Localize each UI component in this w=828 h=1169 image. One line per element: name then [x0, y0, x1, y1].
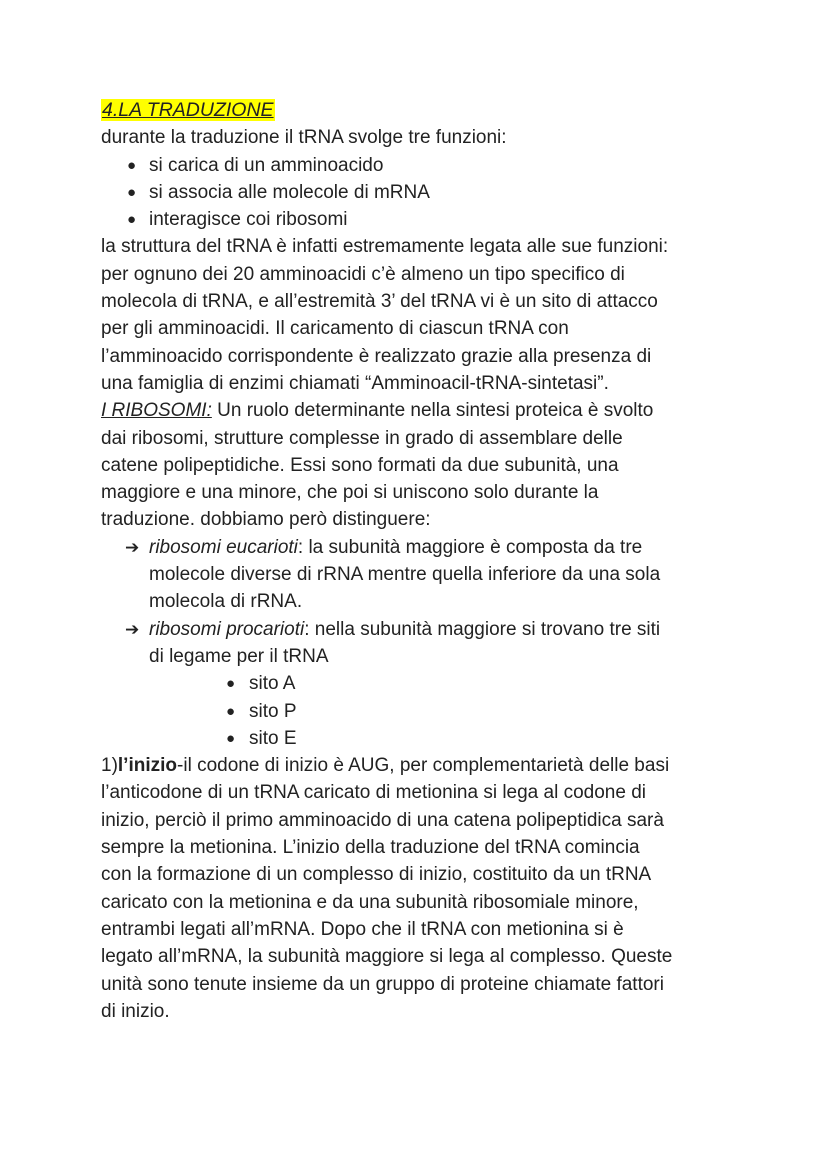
- prokaryotic-label: ribosomi procarioti: [149, 618, 305, 640]
- bullet-icon: ●: [226, 729, 236, 747]
- initiation-label: l’inizio: [117, 755, 178, 777]
- paragraph-line: [101, 752, 741, 779]
- ribosomes-heading: I RIBOSOMI:: [101, 400, 212, 422]
- paragraph-line: traduzione. dobbiamo però distinguere:: [101, 509, 431, 531]
- document-page: [101, 97, 741, 1025]
- list-item-text: si associa alle molecole di mRNA: [149, 181, 430, 203]
- paragraph-line: catene polipeptidiche. Essi sono formati da due subunità, una: [101, 454, 619, 476]
- title-line: [101, 97, 741, 124]
- paragraph-line: [149, 534, 741, 561]
- paragraph-text: -il codone di inizio è AUG, per complementarietà delle basi: [177, 755, 670, 777]
- paragraph-text: Un ruolo determinante nella sintesi proteica è svolto: [211, 400, 654, 422]
- prokaryotic-item: [101, 616, 741, 671]
- paragraph-line: [101, 397, 741, 424]
- paragraph-line: maggiore e una minore, che poi si uniscono solo durante la: [101, 482, 599, 504]
- bullet-icon: ●: [226, 675, 236, 693]
- bullet-icon: ●: [226, 702, 236, 720]
- list-item-text: sito P: [249, 700, 297, 722]
- arrow-icon: ➔: [125, 537, 140, 557]
- paragraph-line: dai ribosomi, strutture complesse in grado di assemblare delle: [101, 427, 623, 449]
- eukaryotic-item: [101, 534, 741, 616]
- paragraph-line: caricato con la metionina e da una subunità ribosomiale minore,: [101, 891, 639, 913]
- initiation-paragraph: [101, 752, 741, 1025]
- paragraph-line: inizio, perciò il primo amminoacido di una catena polipeptidica sarà: [101, 809, 664, 831]
- paragraph-line: per ognuno dei 20 amminoacidi c’è almeno un tipo specifico di: [101, 263, 625, 285]
- paragraph-line: molecola di rRNA.: [149, 591, 303, 613]
- paragraph-line: per gli amminoacidi. Il caricamento di ciascun tRNA con: [101, 318, 569, 340]
- list-item: [101, 698, 741, 725]
- paragraph-text: : la subunità maggiore è composta da tre: [297, 536, 643, 558]
- eukaryotic-label: ribosomi eucarioti: [149, 536, 298, 558]
- paragraph-line: con la formazione di un complesso di inizio, costituito da un tRNA: [101, 864, 652, 886]
- paragraph-line: l’anticodone di un tRNA caricato di metionina si lega al codone di: [101, 782, 646, 804]
- list-item-text: sito A: [249, 673, 296, 695]
- sites-list: [101, 670, 741, 752]
- paragraph-line: unità sono tenute insieme da un gruppo di proteine chiamate fattori: [101, 973, 664, 995]
- list-item-text: si carica di un amminoacido: [149, 154, 384, 176]
- section-title: 4.LA TRADUZIONE: [102, 99, 274, 121]
- bullet-icon: ●: [127, 211, 137, 229]
- ribosomes-paragraph: [101, 397, 741, 533]
- structure-paragraph: [101, 233, 741, 397]
- paragraph-line: sempre la metionina. L’inizio della traduzione del tRNA comincia: [101, 837, 640, 859]
- list-item: [101, 206, 741, 233]
- paragraph-line: legato all’mRNA, la subunità maggiore si lega al complesso. Queste: [101, 946, 673, 968]
- intro-text: durante la traduzione il tRNA svolge tre funzioni:: [101, 127, 507, 149]
- paragraph-text: : nella subunità maggiore si trovano tre siti: [304, 618, 661, 640]
- arrow-icon: ➔: [125, 619, 140, 639]
- bullet-icon: ●: [127, 156, 137, 174]
- list-item: [101, 152, 741, 179]
- list-item: [101, 725, 741, 752]
- list-item-text: interagisce coi ribosomi: [149, 209, 348, 231]
- list-item: [101, 179, 741, 206]
- list-item: [101, 670, 741, 697]
- paragraph-line: [149, 616, 741, 643]
- paragraph-line: entrambi legati all’mRNA. Dopo che il tRNA con metionina si è: [101, 918, 624, 940]
- paragraph-line: molecola di tRNA, e all’estremità 3’ del tRNA vi è un sito di attacco: [101, 291, 658, 313]
- paragraph-line: di legame per il tRNA: [149, 645, 329, 667]
- paragraph-line: di inizio.: [101, 1000, 170, 1022]
- list-item-text: sito E: [249, 727, 297, 749]
- paragraph-line: una famiglia di enzimi chiamati “Amminoacil-tRNA-sintetasi”.: [101, 372, 609, 394]
- initiation-number: 1): [101, 755, 118, 777]
- paragraph-line: molecole diverse di rRNA mentre quella inferiore da una sola: [149, 564, 661, 586]
- paragraph-line: la struttura del tRNA è infatti estremamente legata alle sue funzioni:: [101, 236, 669, 258]
- paragraph-line: l’amminoacido corrispondente è realizzato grazie alla presenza di: [101, 345, 652, 367]
- bullet-icon: ●: [127, 183, 137, 201]
- functions-list: [101, 152, 741, 234]
